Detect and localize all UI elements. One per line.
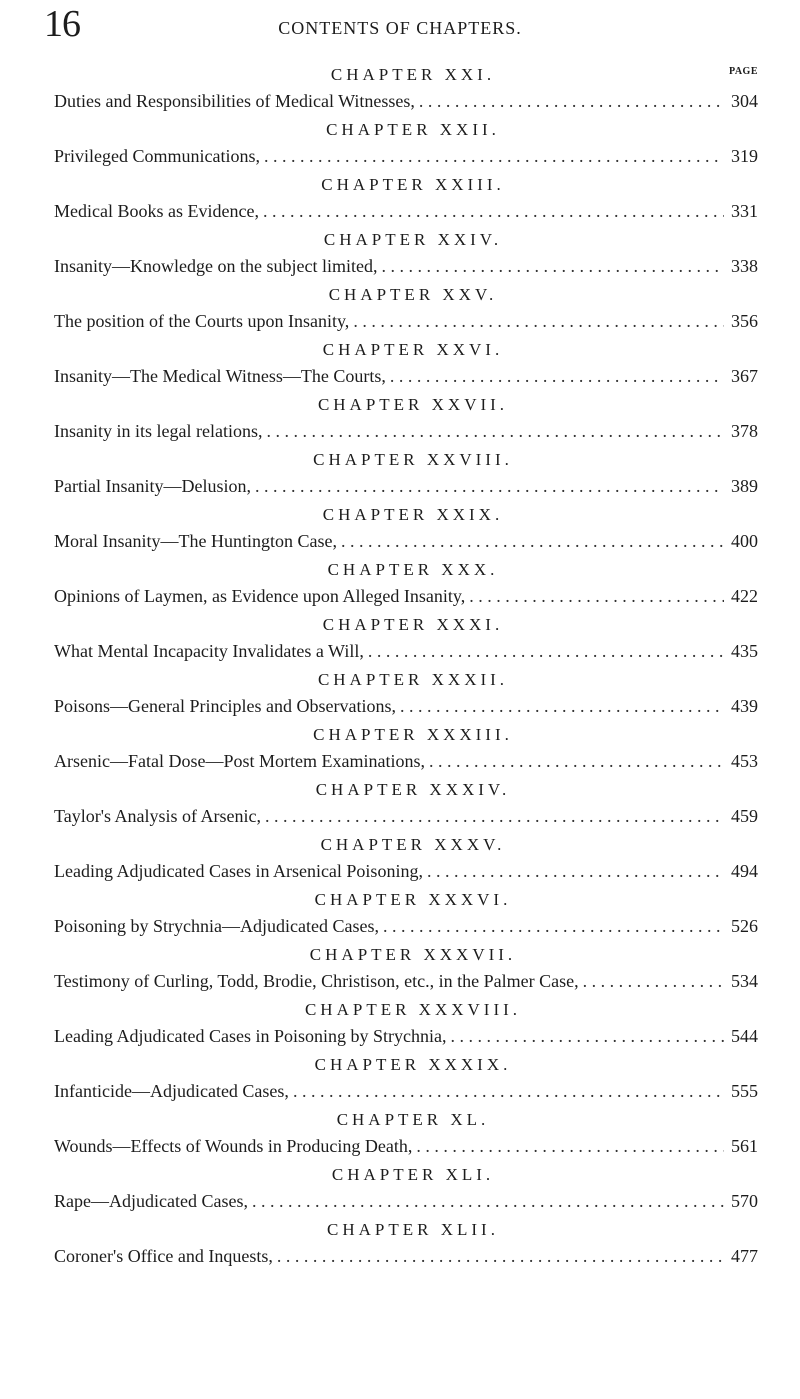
toc-entry-row — [54, 308, 758, 337]
dot-leader — [583, 968, 724, 995]
toc-chapter-entry — [54, 777, 758, 832]
chapter-heading: CHAPTER XXVIII. — [313, 450, 513, 469]
toc-entry-row — [54, 748, 758, 777]
chapter-page-number: 422 — [731, 586, 758, 606]
toc-entry-row — [54, 363, 758, 392]
toc-entry-row — [54, 1078, 758, 1107]
chapter-title: Infanticide—Adjudicated Cases, — [54, 1081, 289, 1101]
toc-chapter-entry — [54, 117, 758, 172]
chapter-title: Opinions of Laymen, as Evidence upon Alleged Insanity, — [54, 586, 466, 606]
toc-entry-row — [54, 1243, 758, 1272]
running-title: CONTENTS OF CHAPTERS. — [278, 18, 522, 38]
dot-leader — [277, 1243, 724, 1270]
chapter-title: What Mental Incapacity Invalidates a Will, — [54, 641, 364, 661]
toc-chapter-entry — [54, 282, 758, 337]
toc-chapter-entry — [54, 667, 758, 722]
toc-chapter-entry — [54, 557, 758, 612]
dot-leader — [469, 583, 724, 610]
chapter-heading: CHAPTER XXXII. — [317, 670, 509, 689]
chapter-page-number: 477 — [731, 1246, 758, 1266]
dot-leader — [429, 748, 724, 775]
chapter-heading: CHAPTER XXXIII. — [313, 725, 513, 744]
dot-leader — [265, 803, 724, 830]
chapter-page-number: 534 — [731, 971, 758, 991]
dot-leader — [263, 198, 724, 225]
dot-leader — [419, 88, 724, 115]
toc-entry-row — [54, 88, 758, 117]
chapter-heading: CHAPTER XXXVI. — [314, 890, 512, 909]
dot-leader — [266, 418, 724, 445]
chapter-heading: CHAPTER XXX. — [327, 560, 499, 579]
chapter-title: Insanity in its legal relations, — [54, 421, 263, 441]
toc-chapter-entry — [54, 832, 758, 887]
chapter-title: Medical Books as Evidence, — [54, 201, 259, 221]
chapter-page-number: 378 — [731, 421, 758, 441]
toc-chapter-entry — [54, 887, 758, 942]
dot-leader — [341, 528, 724, 555]
chapter-heading: CHAPTER XXII. — [326, 120, 500, 139]
toc-chapter-entry — [54, 62, 758, 117]
chapter-page-number: 570 — [731, 1191, 758, 1211]
chapter-title: Moral Insanity—The Huntington Case, — [54, 531, 337, 551]
chapter-title: The position of the Courts upon Insanity, — [54, 311, 350, 331]
toc-chapter-entry — [54, 172, 758, 227]
toc-entry-row — [54, 143, 758, 172]
toc-entry-row — [54, 638, 758, 667]
toc-entry-row — [54, 913, 758, 942]
toc-entry-row — [54, 968, 758, 997]
chapter-heading: CHAPTER XL. — [336, 1110, 490, 1129]
chapter-heading: CHAPTER XXXVII. — [309, 945, 517, 964]
chapter-title: Taylor's Analysis of Arsenic, — [54, 806, 261, 826]
dot-leader — [255, 473, 724, 500]
chapter-title: Coroner's Office and Inquests, — [54, 1246, 273, 1266]
toc-chapter-entry — [54, 997, 758, 1052]
dot-leader — [383, 913, 724, 940]
chapter-heading: CHAPTER XXIII. — [321, 175, 505, 194]
chapter-page-number: 338 — [731, 256, 758, 276]
toc-entry-row — [54, 418, 758, 447]
toc-chapter-entry — [54, 227, 758, 282]
chapter-heading: CHAPTER XLII. — [327, 1220, 499, 1239]
toc-entry-row — [54, 693, 758, 722]
toc-chapter-entry — [54, 447, 758, 502]
dot-leader — [381, 253, 724, 280]
table-of-contents — [54, 62, 758, 1272]
toc-chapter-entry — [54, 502, 758, 557]
toc-entry-row — [54, 1023, 758, 1052]
dot-leader — [264, 143, 724, 170]
chapter-page-number: 435 — [731, 641, 758, 661]
toc-entry-row — [54, 253, 758, 282]
toc-chapter-entry — [54, 1217, 758, 1272]
chapter-page-number: 389 — [731, 476, 758, 496]
chapter-title: Leading Adjudicated Cases in Arsenical Poisoning, — [54, 861, 423, 881]
chapter-title: Insanity—The Medical Witness—The Courts, — [54, 366, 386, 386]
toc-entry-row — [54, 1188, 758, 1217]
toc-chapter-entry — [54, 942, 758, 997]
toc-chapter-entry — [54, 612, 758, 667]
chapter-title: Privileged Communications, — [54, 146, 260, 166]
chapter-page-number: 367 — [731, 366, 758, 386]
chapter-page-number: 544 — [731, 1026, 758, 1046]
toc-chapter-entry — [54, 722, 758, 777]
toc-chapter-entry — [54, 1162, 758, 1217]
chapter-page-number: 494 — [731, 861, 758, 881]
chapter-heading: CHAPTER XXVII. — [317, 395, 509, 414]
dot-leader — [252, 1188, 724, 1215]
toc-entry-row — [54, 528, 758, 557]
chapter-page-number: 453 — [731, 751, 758, 771]
running-head — [0, 4, 800, 44]
toc-chapter-entry — [54, 1052, 758, 1107]
toc-entry-row — [54, 858, 758, 887]
dot-leader — [427, 858, 724, 885]
chapter-heading: CHAPTER XXVI. — [322, 340, 504, 359]
chapter-page-number: 526 — [731, 916, 758, 936]
chapter-page-number: 331 — [731, 201, 758, 221]
chapter-heading: CHAPTER XXIX. — [322, 505, 504, 524]
chapter-page-number: 319 — [731, 146, 758, 166]
toc-entry-row — [54, 198, 758, 227]
dot-leader — [390, 363, 724, 390]
chapter-title: Arsenic—Fatal Dose—Post Mortem Examinations, — [54, 751, 425, 771]
toc-entry-row — [54, 803, 758, 832]
page-column-label: PAGE — [728, 66, 758, 77]
dot-leader — [353, 308, 724, 335]
chapter-title: Insanity—Knowledge on the subject limited, — [54, 256, 378, 276]
chapter-heading: CHAPTER XXI. — [330, 65, 496, 84]
chapter-heading: CHAPTER XXXIV. — [315, 780, 511, 799]
dot-leader — [450, 1023, 724, 1050]
chapter-page-number: 356 — [731, 311, 758, 331]
chapter-page-number: 555 — [731, 1081, 758, 1101]
toc-chapter-entry — [54, 392, 758, 447]
chapter-title: Testimony of Curling, Todd, Brodie, Christison, etc., in the Palmer Case, — [54, 971, 579, 991]
chapter-heading: CHAPTER XXXVIII. — [304, 1000, 522, 1019]
toc-entry-row — [54, 1133, 758, 1162]
dot-leader — [400, 693, 724, 720]
dot-leader — [293, 1078, 724, 1105]
chapter-title: Poisoning by Strychnia—Adjudicated Cases, — [54, 916, 379, 936]
chapter-title: Rape—Adjudicated Cases, — [54, 1191, 248, 1211]
chapter-page-number: 561 — [731, 1136, 758, 1156]
chapter-title: Wounds—Effects of Wounds in Producing Death, — [54, 1136, 413, 1156]
chapter-title: Poisons—General Principles and Observations, — [54, 696, 396, 716]
chapter-page-number: 459 — [731, 806, 758, 826]
chapter-title: Partial Insanity—Delusion, — [54, 476, 251, 496]
chapter-heading: CHAPTER XLI. — [331, 1165, 495, 1184]
chapter-heading: CHAPTER XXV. — [328, 285, 498, 304]
chapter-title: Leading Adjudicated Cases in Poisoning by Strychnia, — [54, 1026, 447, 1046]
page-number: 16 — [44, 3, 80, 45]
chapter-page-number: 304 — [731, 91, 758, 111]
chapter-title: Duties and Responsibilities of Medical Witnesses, — [54, 91, 415, 111]
dot-leader — [416, 1133, 724, 1160]
toc-chapter-entry — [54, 337, 758, 392]
chapter-heading: CHAPTER XXXIX. — [314, 1055, 512, 1074]
toc-entry-row — [54, 583, 758, 612]
chapter-heading: CHAPTER XXXI. — [322, 615, 504, 634]
toc-chapter-entry — [54, 1107, 758, 1162]
toc-entry-row — [54, 473, 758, 502]
chapter-heading: CHAPTER XXXV. — [320, 835, 506, 854]
chapter-page-number: 400 — [731, 531, 758, 551]
chapter-heading: CHAPTER XXIV. — [323, 230, 503, 249]
dot-leader — [368, 638, 724, 665]
chapter-page-number: 439 — [731, 696, 758, 716]
